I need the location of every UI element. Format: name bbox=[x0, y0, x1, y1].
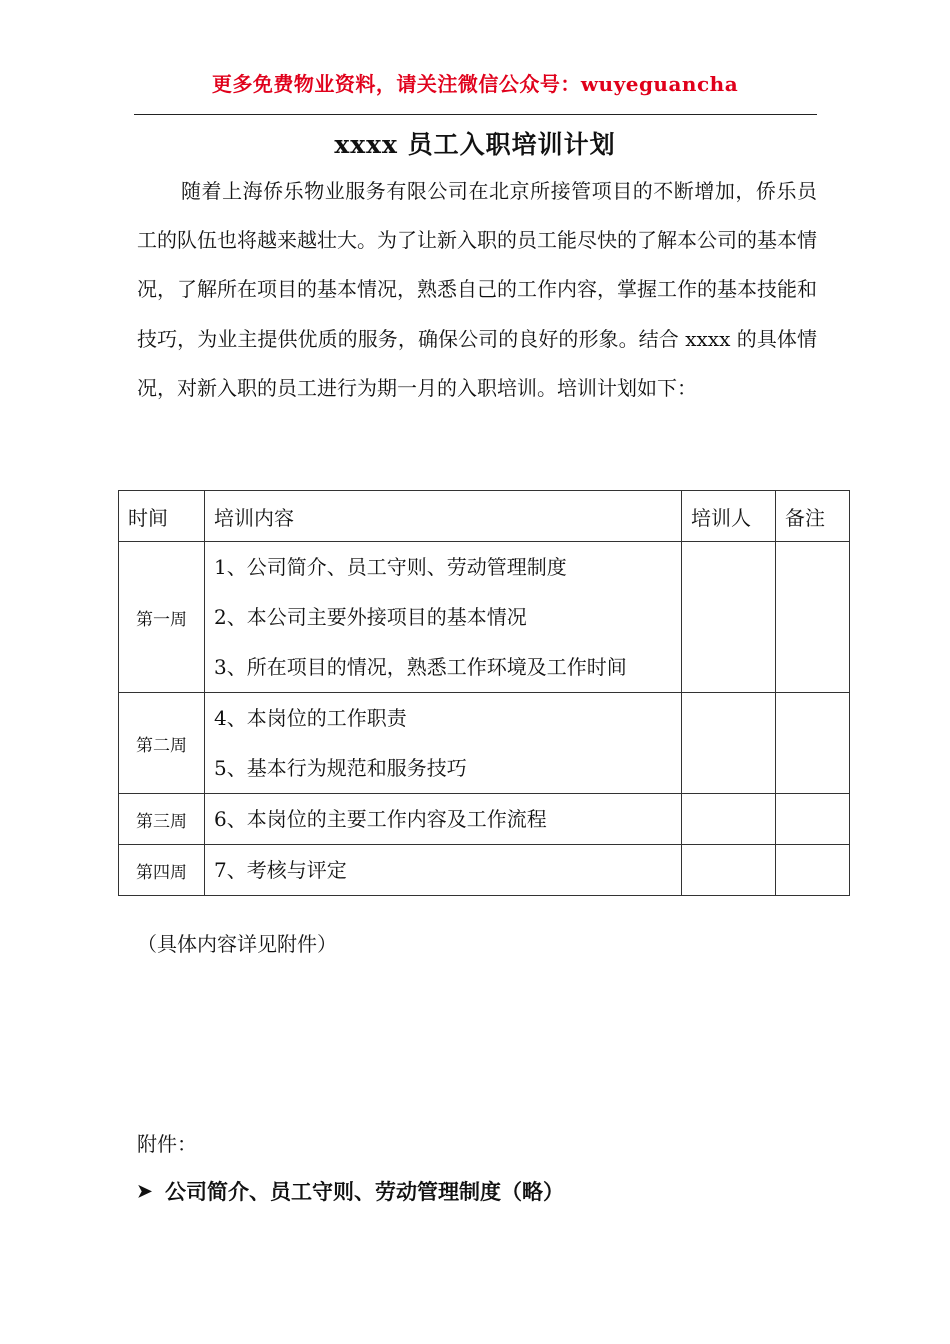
training-item: 6、本岗位的主要工作内容及工作流程 bbox=[214, 807, 547, 831]
trainer-cell bbox=[682, 542, 776, 693]
arrowhead-bullet-icon: ➤ bbox=[137, 1180, 153, 1202]
content-cell bbox=[205, 542, 682, 693]
header-note: 备注 bbox=[776, 491, 850, 542]
training-plan-table bbox=[118, 490, 850, 896]
note-cell bbox=[776, 542, 850, 693]
week-cell: 第三周 bbox=[119, 794, 205, 845]
content-cell bbox=[205, 794, 682, 845]
week-cell: 第二周 bbox=[119, 693, 205, 794]
intro-paragraph: 随着上海侨乐物业服务有限公司在北京所接管项目的不断增加，侨乐员工的队伍也将越来越壮大。为了让新入职的员工能尽快的了解本公司的基本情况，了解所在项目的基本情况，熟悉自己的工作内容，掌握工作的基本技能和技巧，为业主提供优质的服务，确保公司的良好的形象。结合 xxxx 的具体情况，对新入职的员工进行为期一月的入职培训。培训计划如下： bbox=[137, 179, 817, 400]
table-row bbox=[119, 693, 850, 794]
header-trainer: 培训人 bbox=[682, 491, 776, 542]
trainer-cell bbox=[682, 845, 776, 896]
week-cell: 第一周 bbox=[119, 542, 205, 693]
detail-note: （具体内容详见附件） bbox=[137, 932, 337, 956]
content-cell bbox=[205, 693, 682, 794]
note-cell bbox=[776, 693, 850, 794]
content-cell bbox=[205, 845, 682, 896]
week-cell: 第四周 bbox=[119, 845, 205, 896]
training-item: 1、公司简介、员工守则、劳动管理制度 bbox=[214, 555, 567, 579]
training-item: 4、本岗位的工作职责 bbox=[214, 706, 407, 730]
table-row bbox=[119, 542, 850, 693]
note-cell bbox=[776, 845, 850, 896]
note-cell bbox=[776, 794, 850, 845]
header-divider bbox=[134, 114, 817, 115]
attachment-label: 附件： bbox=[137, 1132, 197, 1156]
attachment-item-text: 公司简介、员工守则、劳动管理制度（略） bbox=[165, 1179, 564, 1204]
header-time: 时间 bbox=[119, 491, 205, 542]
table-row bbox=[119, 794, 850, 845]
table-header-row bbox=[119, 491, 850, 542]
promo-banner: 更多免费物业资料，请关注微信公众号：wuyeguancha bbox=[211, 72, 739, 96]
attachment-item bbox=[137, 1176, 564, 1206]
trainer-cell bbox=[682, 693, 776, 794]
header-content: 培训内容 bbox=[205, 491, 682, 542]
training-item: 5、基本行为规范和服务技巧 bbox=[214, 756, 467, 780]
training-item: 3、所在项目的情况，熟悉工作环境及工作时间 bbox=[214, 655, 627, 679]
trainer-cell bbox=[682, 794, 776, 845]
training-item: 7、考核与评定 bbox=[214, 858, 347, 882]
document-title: xxxx 员工入职培训计划 bbox=[334, 130, 616, 159]
training-item: 2、本公司主要外接项目的基本情况 bbox=[214, 605, 527, 629]
table-row bbox=[119, 845, 850, 896]
